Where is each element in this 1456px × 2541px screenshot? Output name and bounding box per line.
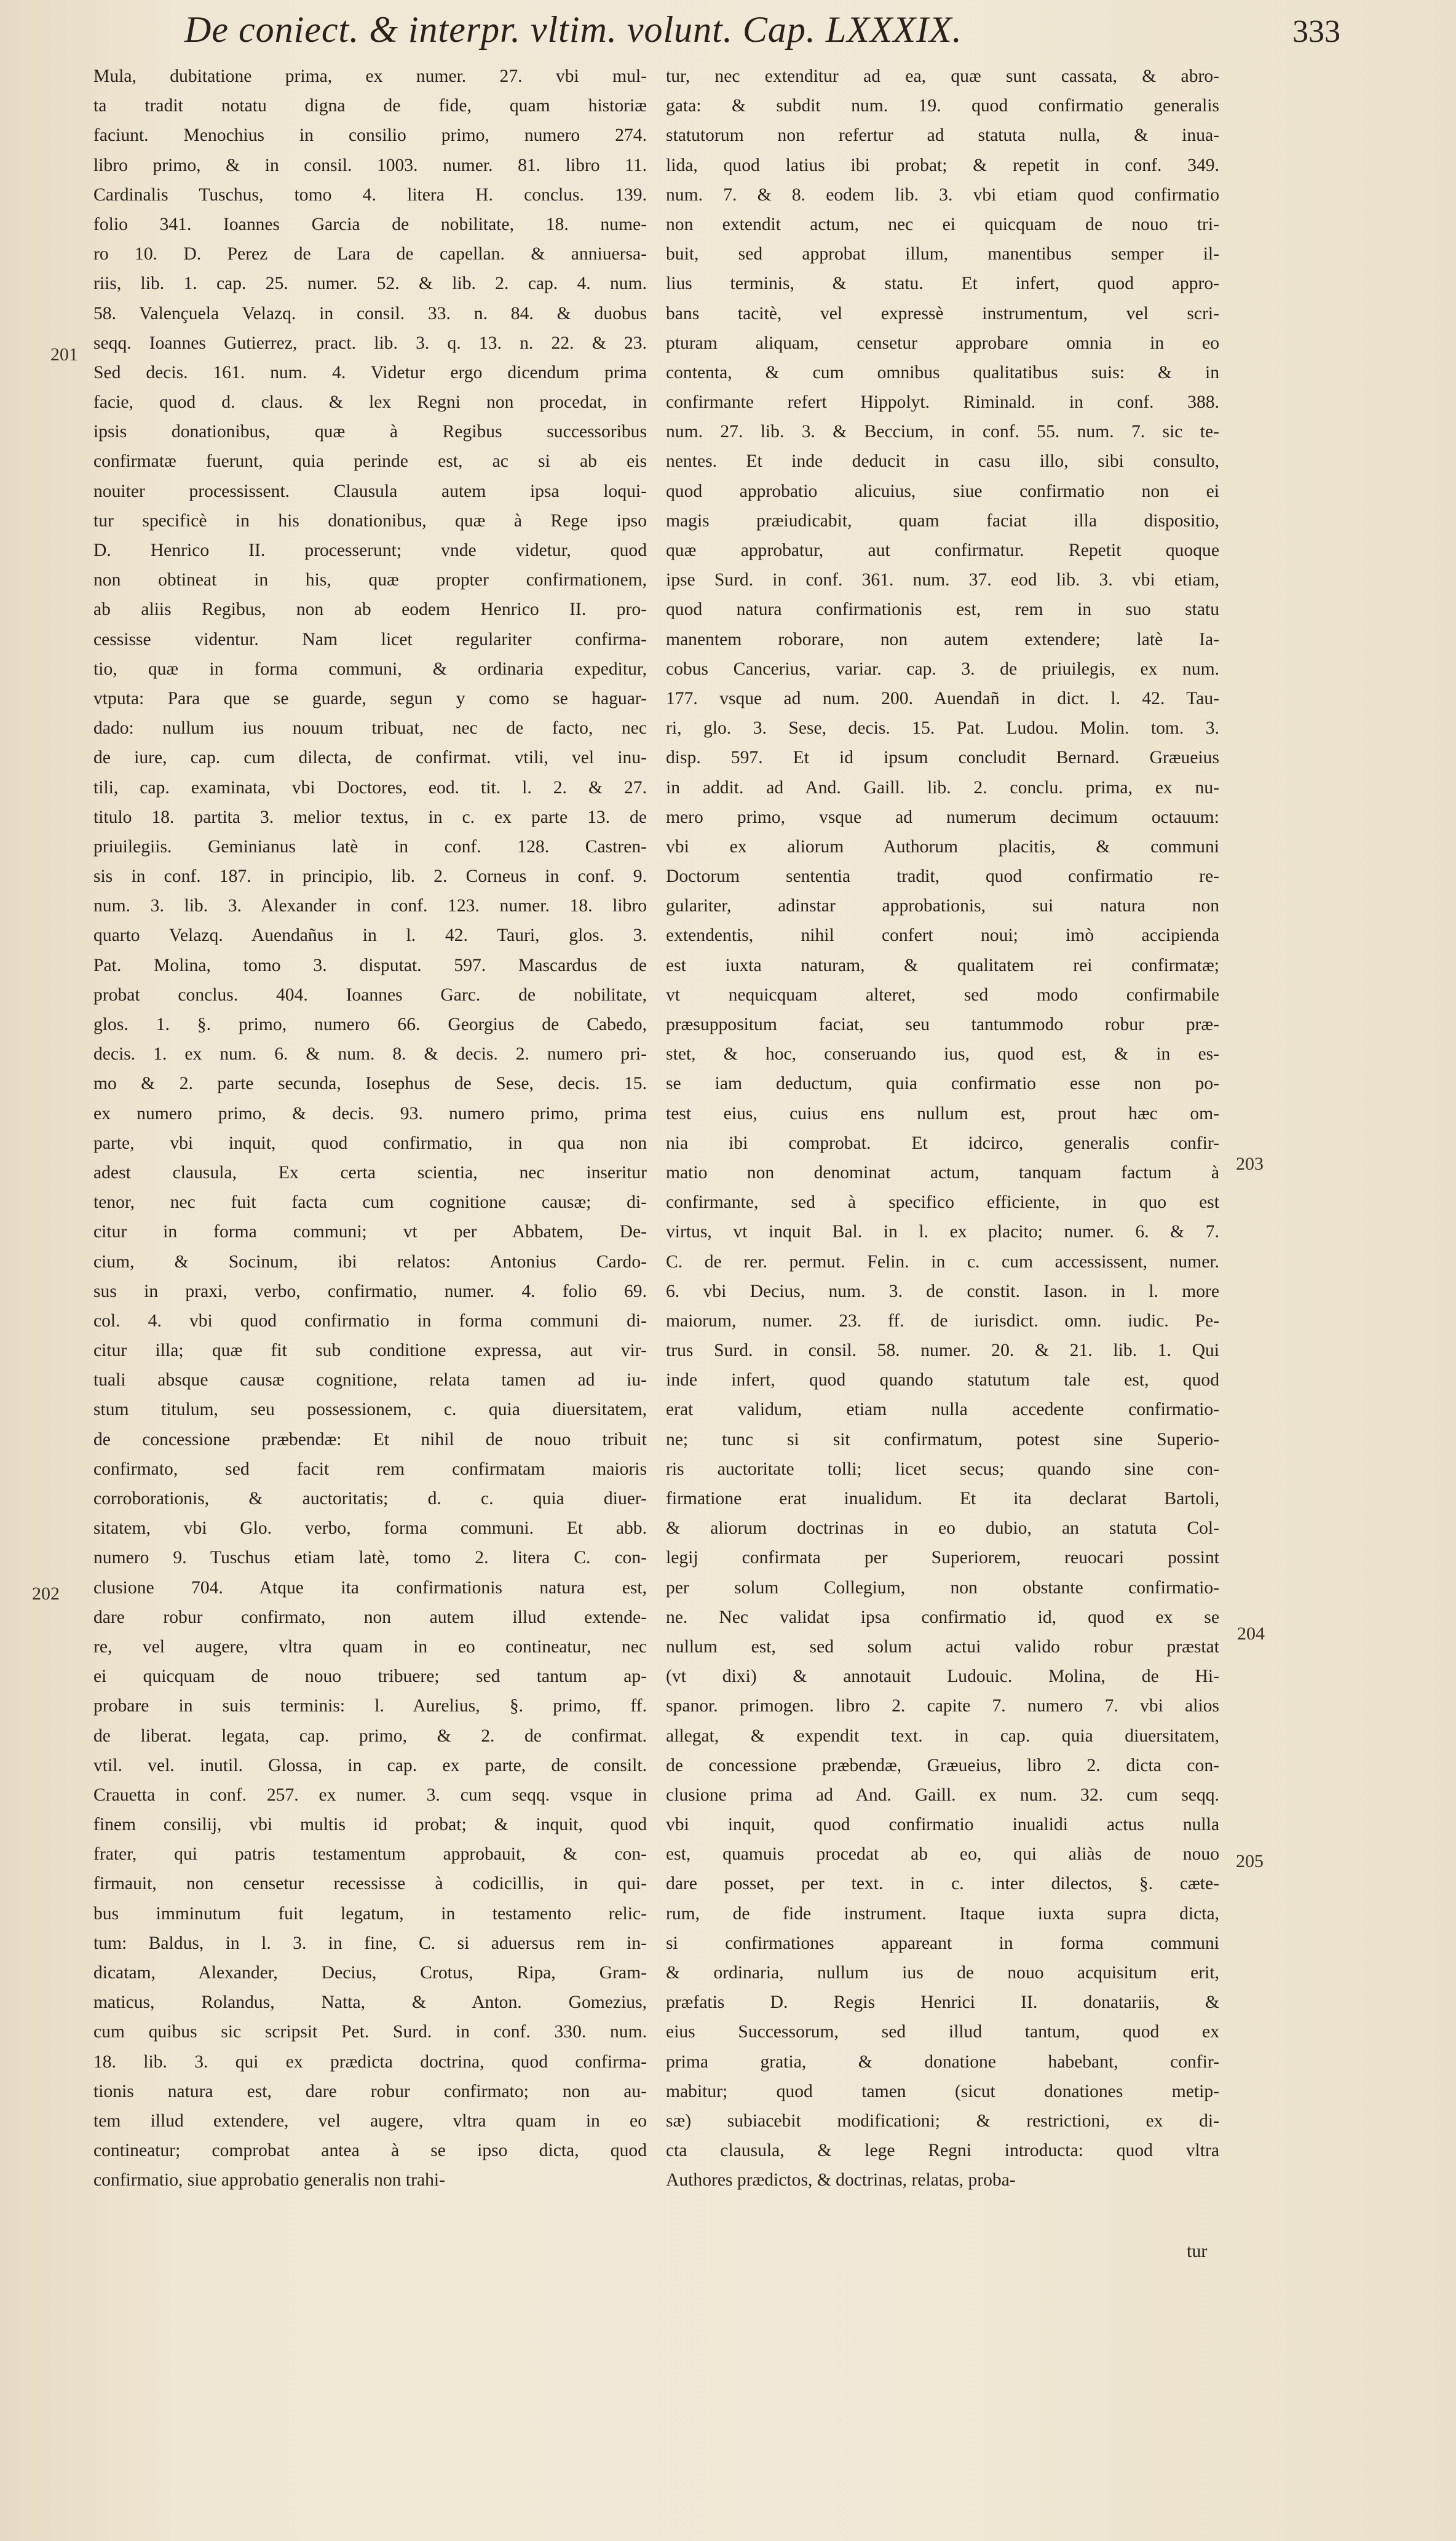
text-line: ipse Surd. in conf. 361. num. 37. eod lib. 3. vbi etiam, xyxy=(666,570,1219,590)
text-line: tuali absque causæ cognitione, relata tamen ad iu- xyxy=(93,1370,647,1390)
page-number: 333 xyxy=(1292,14,1340,49)
text-line: probare in suis terminis: l. Aurelius, §. primo, ff. xyxy=(93,1696,647,1716)
text-line: Crauetta in conf. 257. ex numer. 3. cum seqq. vsque in xyxy=(93,1785,647,1805)
text-line: tur, nec extenditur ad ea, quæ sunt cassata, & abro- xyxy=(666,66,1219,86)
text-line: prima gratia, & donatione habebant, confir- xyxy=(666,2051,1219,2072)
text-line: si confirmationes appareant in forma communi xyxy=(666,1933,1219,1953)
text-line: vtil. vel. inutil. Glossa, in cap. ex parte, de consilt. xyxy=(93,1755,647,1775)
text-line: col. 4. vbi quod confirmatio in forma communi di- xyxy=(93,1310,647,1331)
text-line: riis, lib. 1. cap. 25. numer. 52. & lib. 2. cap. 4. num. xyxy=(93,274,647,294)
text-line: allegat, & expendit text. in cap. quia diuersitatem, xyxy=(666,1726,1219,1746)
text-line: confirmatæ fuerunt, quia perinde est, ac si ab eis xyxy=(93,451,647,472)
text-line: nullum est, sed solum actui valido robur præstat xyxy=(666,1636,1219,1657)
text-line: probat conclus. 404. Ioannes Garc. de nobilitate, xyxy=(93,985,647,1005)
text-line: præsuppositum faciat, seu tantummodo robur præ- xyxy=(666,1015,1219,1034)
text-line: trus Surd. in consil. 58. numer. 20. & 21. lib. 1. Qui xyxy=(666,1341,1219,1361)
text-line: nia ibi comprobat. Et idcirco, generalis confir- xyxy=(666,1133,1219,1153)
text-line: in addit. ad And. Gaill. lib. 2. conclu. prima, ex nu- xyxy=(666,777,1219,798)
text-line: citur illa; quæ fit sub conditione expressa, aut vir- xyxy=(93,1341,647,1361)
text-line: tem illud extendere, vel augere, vltra quam in eo xyxy=(93,2111,647,2131)
text-line: manentem roborare, non autem extendere; latè Ia- xyxy=(666,629,1219,649)
text-line: de liberat. legata, cap. primo, & 2. de confirmat. xyxy=(93,1726,647,1746)
text-line: mabitur; quod tamen (sicut donationes metip- xyxy=(666,2081,1219,2101)
page-header xyxy=(184,9,1340,58)
text-line: tionis natura est, dare robur confirmato; non au- xyxy=(93,2081,647,2101)
text-line: parte, vbi inquit, quod confirmatio, in qua non xyxy=(93,1133,647,1153)
running-head: De coniect. & interpr. vltim. volunt. Cap. LXXXIX. xyxy=(184,9,962,50)
text-line: 58. Valençuela Velazq. in consil. 33. n. 84. & duobus xyxy=(93,303,647,323)
text-line: ab aliis Regibus, non ab eodem Henrico II. pro- xyxy=(93,600,647,620)
text-line: cium, & Socinum, ibi relatos: Antonius Cardo- xyxy=(93,1251,647,1272)
text-line: adest clausula, Ex certa scientia, nec inseritur xyxy=(93,1162,647,1183)
text-line: Cardinalis Tuschus, tomo 4. litera H. conclus. 139. xyxy=(93,184,647,205)
text-line: quod natura confirmationis est, rem in suo statu xyxy=(666,600,1219,620)
text-line: contenta, & cum omnibus qualitatibus suis: & in xyxy=(666,362,1219,383)
text-line: est, quamuis procedat ab eo, qui aliàs de nouo xyxy=(666,1844,1219,1865)
text-line: D. Henrico II. processerunt; vnde videtur, quod xyxy=(93,541,647,560)
text-line: pturam aliquam, censetur approbare omnia in eo xyxy=(666,333,1219,353)
text-line: bus imminutum fuit legatum, in testamento relic- xyxy=(93,1903,647,1924)
text-line: quæ approbatur, aut confirmatur. Repetit quoque xyxy=(666,541,1219,560)
text-line: nentes. Et inde deducit in casu illo, sibi consulto, xyxy=(666,451,1219,472)
text-line: finem consilij, vbi multis id probat; & inquit, quod xyxy=(93,1815,647,1835)
text-line: sæ) subiacebit modificationi; & restrictioni, ex di- xyxy=(666,2111,1219,2131)
text-line: numero 9. Tuschus etiam latè, tomo 2. litera C. con- xyxy=(93,1548,647,1568)
text-line: cobus Cancerius, variar. cap. 3. de priuilegis, ex num. xyxy=(666,659,1219,679)
margin-number-203: 203 xyxy=(1236,1154,1264,1174)
text-line: tur specificè in his donationibus, quæ à Rege ipso xyxy=(93,510,647,531)
text-line: mero primo, vsque ad numerum decimum octauum: xyxy=(666,807,1219,827)
text-line: extendentis, nihil confert noui; imò accipienda xyxy=(666,926,1219,946)
text-line: virtus, vt inquit Bal. in l. ex placito; numer. 6. & 7. xyxy=(666,1222,1219,1242)
text-line: citur in forma communi; vt per Abbatem, De- xyxy=(93,1222,647,1242)
text-line: bans tacitè, vel expressè instrumentum, vel scri- xyxy=(666,303,1219,323)
text-line: præfatis D. Regis Henrici II. donatariis, & xyxy=(666,1992,1219,2013)
text-line: dado: nullum ius nouum tribuat, nec de facto, nec xyxy=(93,718,647,739)
text-line: buit, sed approbat illum, manentibus semper il- xyxy=(666,244,1219,264)
text-line: firmatione erat inualidum. Et ita declarat Bartoli, xyxy=(666,1489,1219,1508)
text-line: non obtineat in his, quæ propter confirmationem, xyxy=(93,570,647,590)
margin-number-202: 202 xyxy=(32,1584,60,1604)
text-line: re, vel augere, vltra quam in eo contineatur, nec xyxy=(93,1636,647,1657)
text-line: Sed decis. 161. num. 4. Videtur ergo dicendum prima xyxy=(93,362,647,383)
text-line: test eius, cuius ens nullum est, prout hæc om- xyxy=(666,1103,1219,1124)
text-line: stet, & hoc, conseruando ius, quod est, & in es- xyxy=(666,1044,1219,1064)
text-line: contineatur; comprobat antea à se ipso dicta, quod xyxy=(93,2141,647,2161)
text-line: vt nequicquam alteret, sed modo confirmabile xyxy=(666,985,1219,1005)
text-line: de concessione præbendæ, Græueius, libro 2. dicta con- xyxy=(666,1755,1219,1775)
text-line: ne; tunc si sit confirmatum, potest sine Superio- xyxy=(666,1429,1219,1449)
text-line: confirmatio, siue approbatio generalis non trahi- xyxy=(93,2170,445,2190)
text-line: 177. vsque ad num. 200. Auendañ in dict. l. 42. Tau- xyxy=(666,688,1219,708)
text-line: legij confirmata per Superiorem, reuocari possint xyxy=(666,1548,1219,1568)
text-line: disp. 597. Et id ipsum concludit Bernard. Græueius xyxy=(666,748,1219,768)
text-line: frater, qui patris testamentum approbauit, & con- xyxy=(93,1844,647,1865)
margin-number-205: 205 xyxy=(1236,1851,1264,1871)
text-line: 18. lib. 3. qui ex prædicta doctrina, quod confirma- xyxy=(93,2051,647,2072)
text-line: confirmante refert Hippolyt. Riminald. in conf. 388. xyxy=(666,392,1219,413)
text-line: de iure, cap. cum dilecta, de confirmat. vtili, vel inu- xyxy=(93,748,647,768)
text-line: vtputa: Para que se guarde, segun y como se haguar- xyxy=(93,688,647,708)
text-line: gata: & subdit num. 19. quod confirmatio generalis xyxy=(666,96,1219,116)
text-line: statutorum non refertur ad statuta nulla, & inua- xyxy=(666,125,1219,146)
text-line: ei quicquam de nouo tribuere; sed tantum ap- xyxy=(93,1667,647,1687)
text-line: cessisse videntur. Nam licet regulariter confirma- xyxy=(93,629,647,649)
text-line: num. 27. lib. 3. & Beccium, in conf. 55. num. 7. sic te- xyxy=(666,422,1219,442)
text-line: decis. 1. ex num. 6. & num. 8. & decis. 2. numero pri- xyxy=(93,1044,647,1064)
text-line: confirmato, sed facit rem confirmatam maioris xyxy=(93,1459,647,1479)
text-line: priuilegiis. Geminianus latè in conf. 128. Castren- xyxy=(93,836,647,857)
text-line: 6. vbi Decius, num. 3. de constit. Iason. in l. more xyxy=(666,1281,1219,1301)
text-line: Doctorum sententia tradit, quod confirmatio re- xyxy=(666,866,1219,887)
text-line: Pat. Molina, tomo 3. disputat. 597. Mascardus de xyxy=(93,955,647,975)
text-line: ris auctoritate tolli; licet secus; quando sine con- xyxy=(666,1459,1219,1479)
margin-number-201: 201 xyxy=(50,344,78,365)
text-line: confirmante, sed à specifico efficiente, in quo est xyxy=(666,1192,1219,1213)
text-line: magis præiudicabit, quam faciat illa dispositio, xyxy=(666,510,1219,531)
text-line: stum titulum, seu possessionem, c. quia diuersitatem, xyxy=(93,1400,647,1420)
text-line: rum, de fide instrument. Itaque iuxta supra dicta, xyxy=(666,1903,1219,1924)
text-line: (vt dixi) & annotauit Ludouic. Molina, de Hi- xyxy=(666,1667,1219,1687)
text-line: C. de rer. permut. Felin. in c. cum accessissent, numer. xyxy=(666,1251,1219,1272)
text-line: matio non denominat actum, tanquam factum à xyxy=(666,1162,1219,1183)
text-line: dare posset, per text. in c. inter dilectos, §. cæte- xyxy=(666,1874,1219,1894)
text-line: cum quibus sic scripsit Pet. Surd. in conf. 330. num. xyxy=(93,2022,647,2042)
text-line: inde infert, quod quando statutum tale est, quod xyxy=(666,1370,1219,1390)
text-line: glos. 1. §. primo, numero 66. Georgius de Cabedo, xyxy=(93,1015,647,1034)
text-line: erat validum, etiam nulla accedente confirmatio- xyxy=(666,1400,1219,1420)
text-line: ex numero primo, & decis. 93. numero primo, prima xyxy=(93,1103,647,1124)
text-line: lius terminis, & statu. Et infert, quod appro- xyxy=(666,274,1219,294)
text-line: nouiter processissent. Clausula autem ipsa loqui- xyxy=(93,481,647,501)
text-line: mo & 2. parte secunda, Iosephus de Sese, decis. 15. xyxy=(93,1074,647,1094)
text-line: facie, quod d. claus. & lex Regni non procedat, in xyxy=(93,392,647,413)
text-line: tili, cap. examinata, vbi Doctores, eod. tit. l. 2. & 27. xyxy=(93,777,647,798)
text-line: tum: Baldus, in l. 3. in fine, C. si aduersus rem in- xyxy=(93,1933,647,1953)
text-line: ro 10. D. Perez de Lara de capellan. & anniuersa- xyxy=(93,244,647,264)
text-line: maiorum, numer. 23. ff. de iurisdict. omn. iudic. Pe- xyxy=(666,1310,1219,1331)
text-line: est iuxta naturam, & qualitatem rei confirmatæ; xyxy=(666,955,1219,975)
text-line: tio, quæ in forma communi, & ordinaria expeditur, xyxy=(93,659,647,679)
text-line: sitatem, vbi Glo. verbo, forma communi. Et abb. xyxy=(93,1518,647,1539)
text-line: ta tradit notatu digna de fide, quam historiæ xyxy=(93,96,647,116)
text-line: vbi ex aliorum Authorum placitis, & communi xyxy=(666,836,1219,857)
text-line: ri, glo. 3. Sese, decis. 15. Pat. Ludou. Molin. tom. 3. xyxy=(666,718,1219,739)
text-line: spanor. primogen. libro 2. capite 7. numero 7. vbi alios xyxy=(666,1696,1219,1716)
text-line: quarto Velazq. Auendañus in l. 42. Tauri, glos. 3. xyxy=(93,926,647,946)
text-line: clusione prima ad And. Gaill. ex num. 32. cum seqq. xyxy=(666,1785,1219,1805)
text-line: seqq. Ioannes Gutierrez, pract. lib. 3. q. 13. n. 22. & 23. xyxy=(93,333,647,353)
text-line: eius Successorum, sed illud tantum, quod ex xyxy=(666,2022,1219,2042)
text-line: & aliorum doctrinas in eo dubio, an statuta Col- xyxy=(666,1518,1219,1539)
text-line: sus in praxi, verbo, confirmatio, numer. 4. folio 69. xyxy=(93,1281,647,1301)
text-line: num. 7. & 8. eodem lib. 3. vbi etiam quod confirmatio xyxy=(666,184,1219,205)
text-line: sis in conf. 187. in principio, lib. 2. Corneus in conf. 9. xyxy=(93,866,647,887)
text-line: dare robur confirmato, non autem illud extende- xyxy=(93,1607,647,1627)
right-column xyxy=(666,61,1219,2195)
text-line: titulo 18. partita 3. melior textus, in c. ex parte 13. de xyxy=(93,807,647,827)
text-line: clusione 704. Atque ita confirmationis natura est, xyxy=(93,1577,647,1598)
text-line: ne. Nec validat ipsa confirmatio id, quod ex se xyxy=(666,1607,1219,1627)
text-line: cta clausula, & lege Regni introducta: quod vltra xyxy=(666,2141,1219,2161)
catchword: tur xyxy=(1187,2241,1208,2261)
text-line: maticus, Rolandus, Natta, & Anton. Gomezius, xyxy=(93,1992,647,2013)
text-line: firmauit, non censetur recessisse à codicillis, in qui- xyxy=(93,1874,647,1894)
text-line: quod approbatio alicuius, siue confirmatio non ei xyxy=(666,481,1219,501)
left-column xyxy=(93,61,647,2195)
margin-number-204: 204 xyxy=(1237,1623,1265,1644)
text-line: vbi inquit, quod confirmatio inualidi actus nulla xyxy=(666,1815,1219,1835)
text-line: corroborationis, & auctoritatis; d. c. quia diuer- xyxy=(93,1489,647,1508)
text-line: dicatam, Alexander, Decius, Crotus, Ripa, Gram- xyxy=(93,1963,647,1983)
text-line: folio 341. Ioannes Garcia de nobilitate, 18. nume- xyxy=(93,214,647,234)
text-line: ipsis donationibus, quæ à Regibus successoribus xyxy=(93,422,647,442)
text-line: gulariter, adinstar approbationis, sui natura non xyxy=(666,896,1219,916)
text-line: Authores prædictos, & doctrinas, relatas, proba- xyxy=(666,2170,1016,2190)
text-line: per solum Collegium, non obstante confirmatio- xyxy=(666,1577,1219,1598)
text-line: tenor, nec fuit facta cum cognitione causæ; di- xyxy=(93,1192,647,1213)
text-line: de concessione præbendæ: Et nihil de nouo tribuit xyxy=(93,1429,647,1449)
text-line: faciunt. Menochius in consilio primo, numero 274. xyxy=(93,125,647,146)
text-line: se iam deductum, quia confirmatio esse non po- xyxy=(666,1074,1219,1094)
text-line: libro primo, & in consil. 1003. numer. 81. libro 11. xyxy=(93,155,647,175)
text-line: & ordinaria, nullum ius de nouo acquisitum erit, xyxy=(666,1963,1219,1983)
text-line: Mula, dubitatione prima, ex numer. 27. vbi mul- xyxy=(93,66,647,86)
text-line: lida, quod latius ibi probat; & repetit in conf. 349. xyxy=(666,155,1219,175)
text-line: num. 3. lib. 3. Alexander in conf. 123. numer. 18. libro xyxy=(93,896,647,916)
text-line: non extendit actum, nec ei quicquam de nouo tri- xyxy=(666,214,1219,234)
